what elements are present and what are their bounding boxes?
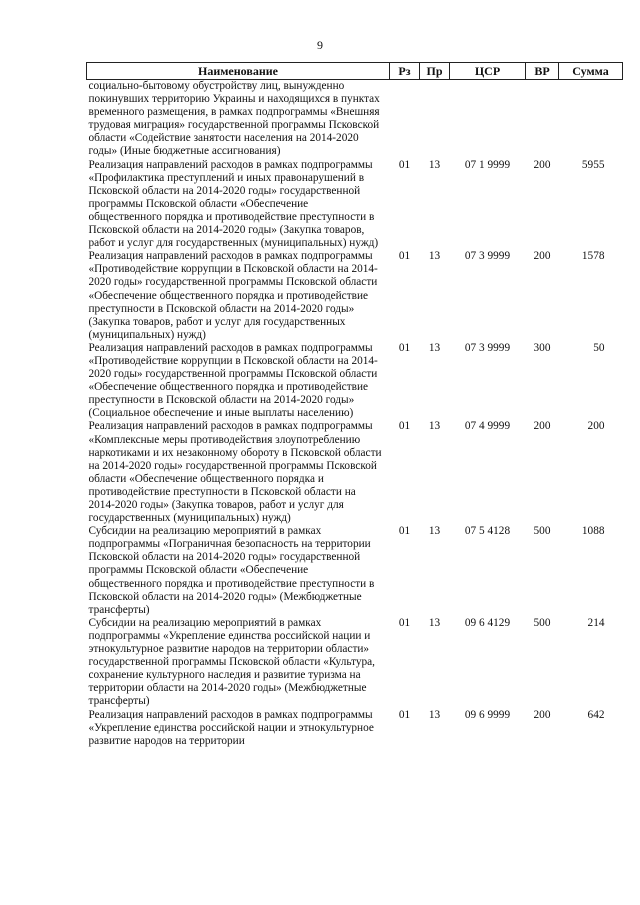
- row-sum: 1088: [581, 525, 605, 538]
- row-csr: [450, 80, 526, 159]
- row-csr: 07 1 9999: [464, 158, 511, 171]
- row-vr: 200: [533, 250, 551, 263]
- row-pr: 13: [428, 420, 441, 433]
- row-name: социально-бытовому обустройству лиц, вынужденно покинувших территорию Украины и находящихся в пунктах временного размещения, в рамках подпрограммы «Внешняя трудовая миграция» государственной программы Псковской области «Содействие занятости населения на 2014-2020 годы» (Иные бюджетные ассигнования): [88, 80, 380, 158]
- row-vr: 500: [533, 525, 551, 538]
- row-vr: 500: [533, 616, 551, 629]
- row-pr: [420, 80, 450, 159]
- row-name: Реализация направлений расходов в рамках подпрограммы «Противодействие коррупции в Псковской области на 2014-2020 годы» государственной программы Псковской области «Обеспечение общественного порядка и противодействие преступности в Псковской области на 2014-2020 годы» (Закупка товаров, работ и услуг для государственных (муниципальных) нужд): [88, 250, 378, 341]
- row-pr: 13: [428, 341, 441, 354]
- table-row: [87, 80, 623, 159]
- row-sum: 214: [587, 616, 605, 629]
- row-rz: 01: [398, 250, 411, 263]
- table-row: [87, 250, 623, 342]
- row-sum: 1578: [581, 250, 605, 263]
- header-name: Наименование: [87, 63, 390, 80]
- row-csr: 07 5 4128: [464, 525, 511, 538]
- row-rz: 01: [398, 420, 411, 433]
- row-rz: 01: [398, 158, 411, 171]
- row-rz: [390, 80, 420, 159]
- row-pr: 13: [428, 525, 441, 538]
- header-sum: Сумма: [559, 63, 623, 80]
- row-vr: 200: [533, 708, 551, 721]
- row-rz: 01: [398, 341, 411, 354]
- row-pr: 13: [428, 250, 441, 263]
- row-pr: 13: [428, 158, 441, 171]
- table-row: [87, 342, 623, 421]
- table-row: [87, 159, 623, 251]
- row-rz: 01: [398, 616, 411, 629]
- row-name: Субсидии на реализацию мероприятий в рамках подпрограммы «Укрепление единства российской нации и этнокультурное развитие народов на территории области» государственной программы Псковской области «Культура, сохранение культурного наследия и развитие туризма на территории области на 2014-2020 годы» (Межбюджетные трансферты): [88, 616, 375, 708]
- header-rz: Рз: [390, 63, 420, 80]
- row-name: Реализация направлений расходов в рамках подпрограммы «Профилактика преступлений и иных правонарушений в Псковской области на 2014-2020 годы» государственной программы Псковской области «Обеспечение общественного порядка и противодействие преступности в Псковской области на 2014-2020 годы» (Закупка товаров, работ и услуг для государственных (муниципальных) нужд): [88, 158, 379, 250]
- row-pr: 13: [428, 616, 441, 629]
- row-sum: 50: [593, 341, 605, 354]
- row-csr: 07 4 9999: [464, 420, 511, 433]
- row-csr: 07 3 9999: [464, 341, 511, 354]
- row-name: Субсидии на реализацию мероприятий в рамках подпрограммы «Пограничная безопасность на территории Псковской области на 2014-2020 годы» государственной программы Псковской области «Обеспечение общественного порядка и противодействие преступности в Псковской области на 2014-2020 годы» (Межбюджетные трансферты): [88, 525, 375, 616]
- row-vr: 300: [533, 341, 551, 354]
- header-csr: ЦСР: [450, 63, 526, 80]
- header-pr: Пр: [420, 63, 450, 80]
- row-csr: 09 6 4129: [464, 616, 511, 629]
- row-pr: 13: [428, 708, 441, 721]
- row-vr: 200: [533, 420, 551, 433]
- row-sum: [559, 80, 623, 159]
- row-vr: [526, 80, 559, 159]
- table-row: [87, 420, 623, 525]
- table-row: [87, 525, 623, 617]
- table-row: [87, 617, 623, 709]
- row-sum: 642: [587, 708, 605, 721]
- row-csr: 07 3 9999: [464, 250, 511, 263]
- row-name: Реализация направлений расходов в рамках подпрограммы «Противодействие коррупции в Псковской области на 2014-2020 годы» государственной программы Псковской области «Обеспечение общественного порядка и противодействие преступности в Псковской области на 2014-2020 годы» (Социальное обеспечение и иные выплаты населению): [88, 341, 378, 420]
- row-sum: 200: [587, 420, 605, 433]
- page-number: 9: [317, 38, 323, 52]
- row-rz: 01: [398, 525, 411, 538]
- row-name: Реализация направлений расходов в рамках подпрограммы «Укрепление единства российской нации и этнокультурное развитие народов на территории: [88, 708, 374, 747]
- table-row: [87, 709, 623, 748]
- row-rz: 01: [398, 708, 411, 721]
- row-vr: 200: [533, 158, 551, 171]
- header-vr: ВР: [526, 63, 559, 80]
- row-sum: 5955: [581, 158, 605, 171]
- row-name: Реализация направлений расходов в рамках подпрограммы «Комплексные меры противодействия злоупотреблению наркотиками и их незаконному обороту в Псковской области на 2014-2020 годы» государственной программы Псковской области «Обеспечение общественного порядка и противодействие преступности в Псковской области на 2014-2020 годы» (Закупка товаров, работ и услуг для государственных (муниципальных) нужд): [88, 420, 382, 525]
- table-header-row: [87, 63, 623, 80]
- budget-table: [86, 62, 623, 748]
- row-csr: 09 6 9999: [464, 708, 511, 721]
